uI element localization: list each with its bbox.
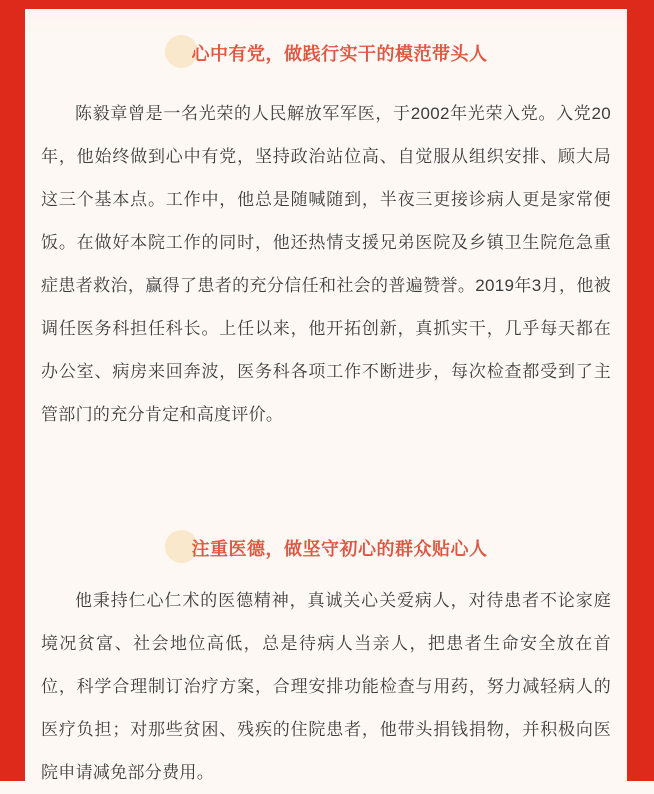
article-content (25, 9, 627, 794)
section-title-label: 心中有党，做践行实干的模范带头人 (191, 44, 488, 64)
right-red-border (627, 0, 654, 781)
section-paragraph: 他秉持仁心仁术的医德精神，真诚关心关爱病人，对待患者不论家庭境况贫富、社会地位高低，总是待病人当亲人，把患者生命安全放在首位，科学合理制订治疗方案，合理安排功能检查与用药，努力减轻病人的医疗负担；对那些贫困、残疾的住院患者，他带头捐钱捐物，并积极向医院申请减免部分费用。 (41, 591, 611, 782)
section-title-2 (41, 531, 611, 565)
left-red-border (0, 0, 25, 781)
section-paragraph: 陈毅章曾是一名光荣的人民解放军军医，于2002年光荣入党。入党20年，他始终做到心中有党，坚持政治站位高、自觉服从组织安排、顾大局这三个基本点。工作中，他总是随喊随到，半夜三更接诊病人更是家常便饭。在做好本院工作的同时，他还热情支援兄弟医院及乡镇卫生院危急重症患者救治，赢得了患者的充分信任和社会的普遍赞誉。2019年3月，他被调任医务科担任科长。上任以来，他开拓创新，真抓实干，几乎每天都在办公室、病房来回奔波，医务科各项工作不断进步，每次检查都受到了主管部门的充分肯定和高度评价。 (41, 104, 611, 424)
section-title-1 (41, 36, 611, 70)
top-red-bar (0, 0, 654, 9)
section-title-label: 注重医德，做坚守初心的群众贴心人 (191, 539, 488, 559)
